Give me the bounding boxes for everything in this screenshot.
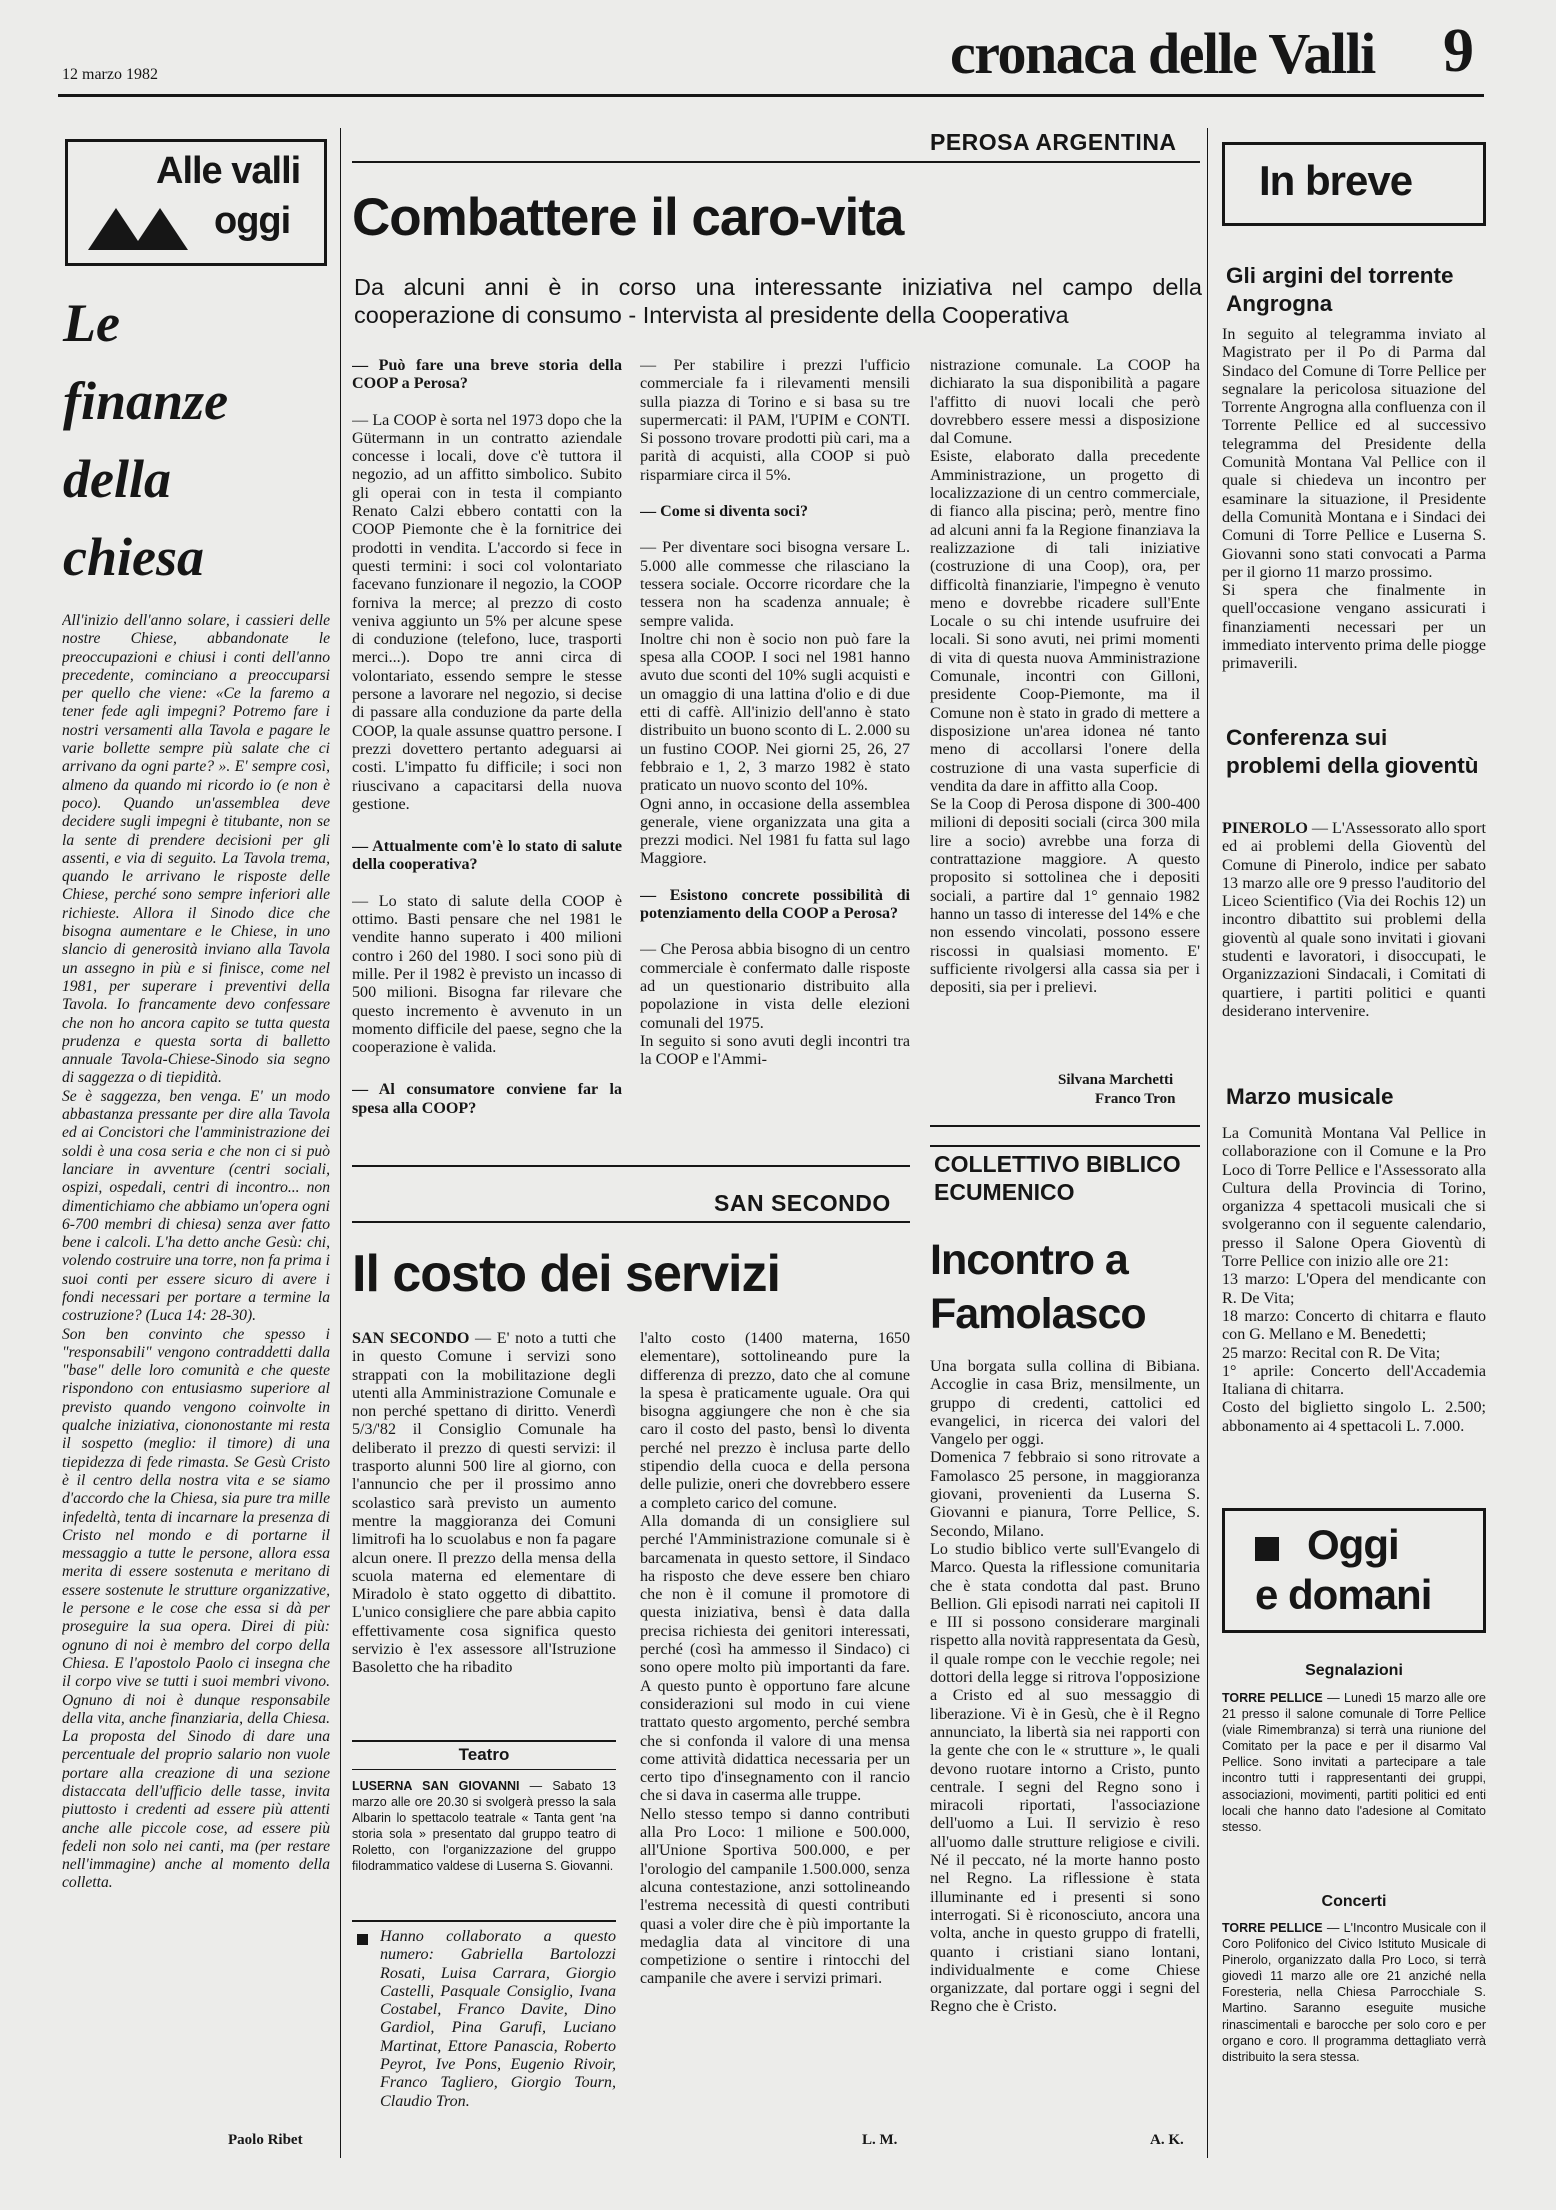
segnalazioni-body xyxy=(1222,1690,1486,1850)
perosa-subhead: Da alcuni anni è in corso una interessante iniziativa nel campo della cooperazione di consumo - Intervista al presidente della Cooperativa xyxy=(354,274,1202,328)
teatro-title: Teatro xyxy=(458,1745,510,1764)
perosa-section-label: PEROSA ARGENTINA xyxy=(930,129,1177,155)
marzo-musicale-body: La Comunità Montana Val Pellice in collaborazione con il Comune e la Pro Loco di Torre Pellice e l'Assessorato alla Cultura della Provincia di Torino, organizza 4 spettacoli musicali che si svolgeranno con il seguente calendario, presso il Salone Opera Gioventù di Torre Pellice con inizio alle ore 21: 13 marzo: L'Opera del mendicante con R. De Vita; 18 marzo: Concerto di chitarra e flauto con G. Mellano e M. Benedetti; 25 marzo: Recital con R. De Vita; 1° aprile: Concerto dell'Accademia Italiana di chitarra. Costo del biglietto singolo L. 2.500; abbonamento ai 4 spettacoli L. 7.000. xyxy=(1222,1125,1486,1435)
column-rule-right xyxy=(1207,128,1208,2158)
argini-body: In seguito al telegramma inviato al Magistrato per il Po di Parma dal Sindaco del Comune di Torre Pellice per segnalare la pericolosa situazione del Torrente Angrogna alla confluenza con il Torrente Pellice ed al successivo telegramma del Presidente della Comunità Montana Val Pellice con il quale si chiedeva un incontro per esaminare la situazione, il Presidente della Comunità Montana e i Sindaci dei Comuni di Torre Pellice e Luserna S. Giovanni sono stati convocati a Parma per il giorno 11 marzo prossimo. Si spera che finalmente in quell'occasione vengano assicurati i finanziamenti necessari per un immediato intervento prima delle piogge primaverili. xyxy=(1222,326,1486,673)
perosa-question-1: — Può fare una breve storia della COOP a Perosa? xyxy=(352,357,622,393)
perosa-answer-4: — Per diventare soci bisogna versare L. 5.000 alle commesse che rilasciano la tessera sociale. Occorre ricordare che la tessera non ha scadenza annuale; è sempre valida. Inoltre chi non è socio non può fare la spesa alla COOP. I soci nel 1981 hanno avuto due sconti del 10% sugli acquisti e un omaggio di una lattina d'olio e di due etti di caffè. All'inizio dell'anno è stato distribuito un buono sconto di L. 2.000 su un fustino COOP. Nei giorni 25, 26, 27 febbraio e 1, 2, 3 marzo 1982 è stato praticato un nuovo sconto del 10%. Ogni anno, in occasione della assemblea generale, viene organizzata una gita a prezzi modici. Nel 1981 fu fatta sul lago Maggiore. xyxy=(640,539,910,868)
perosa-answer-1: — La COOP è sorta nel 1973 dopo che la Gütermann in un contratto aziendale concesse i locali, dove c'è tuttora il negozio, ad un affitto simbolico. Subito gli operai con in testa il compianto Renato Calzi ebbero contatti con la COOP Piemonte che è la fornitrice dei prodotti in vendita. L'accordo si fece in questi termini: i soci col volontariato facevano funzionare il negozio, la COOP forniva la merce; al prezzo di costo veniva aggiunto un 5% per alcune spese di conduzione (telefono, luce, trasporti merci...). Dopo tre anni circa di volontariato, essendo sempre le stesse persone a lavorare nel negozio, si decise di passare alla conduzione da parte della COOP, la quale assunse quattro persone. I prezzi dovettero pertanto adeguarsi ai costi. L'impatto fu difficile; i soci non riuscivano a capacitarsi della nuova gestione. xyxy=(352,411,622,813)
perosa-col2 xyxy=(640,357,910,1147)
famolasco-headline-2: Famolasco xyxy=(930,1290,1146,1338)
newspaper-title: cronaca delle Valli xyxy=(950,21,1375,86)
famolasco-body: Una borgata sulla collina di Bibiana. Accoglie in casa Briz, mensilmente, un gruppo di credenti, cattolici ed evangelici, in ricerca dei valori del Vangelo per oggi. Domenica 7 febbraio si sono ritrovate a Famolasco 25 persone, in maggioranza giovani, provenienti da Luserna S. Giovanni e pianura, Torre Pellice, S. Secondo, Milano. Lo studio biblico verte sull'Evangelo di Marco. Questa la riflessione comunitaria che è stata condotta dal past. Bruno Bellion. Gli episodi narrati nei capitoli II e III si possono considerare marginali rispetto alla novità rappresentata da Gesù, il quale rompe con le vecchie regole; nei dottori della legge si ritrova l'opposizione a Cristo ed al suo messaggio di liberazione. Vi è in Gesù, che è il Regno annunciato, la libertà sia nei rapporti con la gente che con le « strutture », le quali devono ruotare intorno a Cristo, punto centrale. I segni del Regno sono i miracoli riportati, l'associazione dell'uomo a Lui. Il servizio è reso all'uomo dalle strutture religiose e civili. Né il peccato, né la morte hanno posto nel Regno. La riflessione è stata illuminante ed i presenti si sono interrogati. Si è riconosciuto, ancora una volta, anche in questo gruppo di fratelli, quanto i cristiani siano lontani, individualmente e come Chiese organizzate, dal portare oggi i segni del Regno che è Cristo. xyxy=(930,1358,1200,2016)
column-rule-left xyxy=(340,128,341,2158)
perosa-bottom-rule xyxy=(352,1165,910,1167)
san-secondo-place: SAN SECONDO xyxy=(352,1330,470,1347)
teatro-place: LUSERNA SAN GIOVANNI xyxy=(352,1779,520,1793)
teatro-text: — Sabato 13 marzo alle ore 20.30 si svolgerà presso la sala Albarin lo spettacolo teatrale « Tanta gent 'na storia sola » presentato dal gruppo teatro di Roletto, con l'organizzazione del gruppo filodrammatico valdese di Luserna S. Giovanni. xyxy=(352,1779,616,1874)
finanze-body: All'inizio dell'anno solare, i cassieri delle nostre Chiese, abbandonate le preoccupazioni e chiusi i conti dell'anno precedente, cominciano a preoccuparsi per quello che viene: «Ce la faremo a tener fede agli impegni? Potremo fare i nostri versamenti alla Tavola e pagare le varie bollette sempre più salate che ci arrivano da ogni parte? ». E' sempre così, almeno da quando mi ricordo io (e non è poco). Quando un'assemblea deve decidere sugli impegni è titubante, non se la sente di prendere decisioni per gli assenti, e via di seguito. La Tavola trema, quando le arrivano le risposte delle Chiese, perché sono sempre inferiori alle richieste. Allora il Sinodo dice che bisogna aumentare e le Chiese, in uno slancio di generosità inviano alla Tavola un assegno in più e si finisce, come nel 1981, per superare i preventivi della Tavola. Io francamente devo confessare che non ho ancora capito se tutta questa prudenza e questa sorta di balletto annuale Tavola-Chiese-Sinodo sia segno di saggezza o di tiepidità. Se è saggezza, ben venga. E' un modo abbastanza pressante per dire alla Tavola ed ai Concistori che l'amministrazione dei soldi è una cosa seria e che non ci si può lanciare in avventure (centri sociali, ospizi, ospedali, centri di incontro... non dimentichiamo che abbiamo un'opera ogni 6-700 membri di chiesa) senza aver fatto bene i calcoli. L'ha detto anche Gesù: chi, volendo costruire una torre, non fa prima i suoi conti per essere sicuro di avere i fondi necessari per portare a termine la costruzione? (Luca 14: 28-30). Son ben convinto che spesso i "responsabili" vengono contraddetti dalla "base" delle loro comunità e che queste rispondono con entusiasmo superiore al previsto quando vengono coinvolte in qualche iniziativa, ciononostante mi resta il sospetto (meglio: il timore) di una tiepidezza di fede rimasta. Se Gesù Cristo è il centro della nostra vita e se siamo d'accordo che la Chiesa, sia pure tra mille infedeltà, tenta di incarnare la presenza di Cristo nel mondo e di portarne il messaggio a tutte le persone, allora essa merita di essere sostenuta e meritano di essere sostenute le strutture organizzative, le persone e le cose che essa si dà per proseguire la sua opera. Direi di più: ognuno di noi è membro del corpo della Chiesa. E l'apostolo Paolo ci insegna che il corpo vive se tutti i suoi membri vivono. Ognuno di noi è dunque responsabile della vita, anche finanziaria, della Chiesa. La proposta del Sinodo di dare una percentuale del proprio salario non vuole portare alla creazione di una sezione distaccata dell'ufficio delle tasse, invita piuttosto i credenti ad essere più attenti anche alle piccole cose, ad essere più fedeli non solo nei canti, ma (per restare nell'immagine) anche al momento della colletta. xyxy=(62,612,330,1892)
in-breve-box xyxy=(1222,142,1486,226)
perosa-question-5: — Esistono concrete possibilità di potenziamento della COOP a Perosa? xyxy=(640,886,910,923)
oggi-domani-title-2: e domani xyxy=(1255,1571,1432,1618)
concerti-title: Concerti xyxy=(1321,1893,1387,1910)
teatro-bottom-rule xyxy=(352,1920,616,1922)
perosa-answer-3: — Per stabilire i prezzi l'ufficio commerciale fa i rilevamenti mensili sulla piazza di Torino e si basa su tre supermercati: il PAM, l'UPIM e CONTI. Si possono trovare prodotti più cari, ma a parità di acquisti, alla COOP si può risparmiare circa il 5%. xyxy=(640,357,910,484)
perosa-col1 xyxy=(352,357,622,1147)
conferenza-place: PINEROLO xyxy=(1222,820,1308,837)
collaboratori-bullet-icon xyxy=(357,1934,368,1945)
mountains-icon xyxy=(88,202,198,252)
finanze-author: Paolo Ribet xyxy=(228,2132,303,2148)
san-secondo-col1 xyxy=(352,1330,616,1740)
conferenza-body xyxy=(1222,820,1486,1060)
collaboratori-body: Hanno collaborato a questo numero: Gabriella Bartolozzi Rosati, Luisa Carrara, Giorgio Castelli, Pasquale Consiglio, Ivana Costabel, Franco Davite, Dino Gardiol, Pina Garufi, Luciano Martinat, Ettore Panascia, Roberto Peyrot, Ive Pons, Eugenio Rivoir, Franco Tagliero, Giorgio Tourn, Claudio Tron. xyxy=(380,1928,616,2110)
teatro-body xyxy=(352,1778,616,1918)
finanze-title-3: della xyxy=(63,449,171,509)
oggi-label: oggi xyxy=(214,200,291,242)
perosa-answer-5: — Che Perosa abbia bisogno di un centro commerciale è confermato dalle risposte ad un questionario distribuito alla popolazione in vista delle elezioni comunali del 1975. In seguito si sono avuti degli incontri tra la COOP e l'Ammi- xyxy=(640,941,910,1069)
concerti-text: — L'Incontro Musicale con il Coro Polifonico del Civico Istituto Musicale di Pinerolo, organizzato dalla Pro Loco, si terrà giovedì 11 marzo alle ore 21 anziché nella Foresteria, nella Chiesa Parrocchiale S. Martino. Saranno eseguite musiche rinascimentali e barocche per solo coro e per organo e coro. Il programma dettagliato verrà distribuito la sera stessa. xyxy=(1222,1921,1486,2064)
masthead-rule xyxy=(58,94,1484,97)
famolasco-top-rule xyxy=(930,1145,1200,1147)
san-secondo-col1-text: — E' noto a tutti che in questo Comune i servizi sono strappati con la mobilitazione degli utenti alla Amministrazione Comunale e non perché spettano di diritto. Venerdì 5/3/'82 il Consiglio Comunale ha deliberato il prezzo di questi servizi: il trasporto alunni 500 lire al giorno, con l'annuncio che per il prossimo anno scolastico sarà previsto un aumento mentre la maggioranza dei Comuni limitrofi ha lo scuolabus e non fa pagare alcun onere. Il prezzo della mensa della scuola materna ed elementare di Miradolo è stato oggetto di dibattito. L'unico consigliere che pare abbia capito effettivamente cosa significa questo servizio è l'ex assessore all'Istruzione Basoletto che ha ribadito xyxy=(352,1330,616,1677)
perosa-question-3: — Al consumatore conviene far la spesa alla COOP? xyxy=(352,1081,622,1117)
perosa-question-2: — Attualmente com'è lo stato di salute della cooperativa? xyxy=(352,838,622,874)
oggi-domani-square-icon xyxy=(1255,1537,1279,1561)
alle-valli-box xyxy=(65,139,327,266)
perosa-author-1: Silvana Marchetti xyxy=(1058,1072,1174,1088)
finanze-title-4: chiesa xyxy=(63,527,204,587)
segnalazioni-title: Segnalazioni xyxy=(1305,1662,1403,1679)
segnalazioni-text: — Lunedì 15 marzo alle ore 21 presso il salone comunale di Torre Pellice (viale Rimembranza) si terrà una riunione del Comitato per la pace e per il disarmo Val Pellice. Sono invitati a partecipare a tale incontro tutti i rappresentanti dei gruppi, associazioni, movimenti, partiti politici ed enti locali che hanno dato l'adesione al Comitato stesso. xyxy=(1222,1691,1486,1834)
marzo-musicale-title: Marzo musicale xyxy=(1226,1084,1394,1109)
san-secondo-col2: l'alto costo (1400 materna, 1650 elementare), sottolineando pure la differenza di prezzo, dato che al comune la spesa è praticamente uguale. Ora qui bisogna aggiungere che non è che sia caro il costo del pasto, bensì lo diventa perché nel prezzo è inclusa parte dello stipendio della cuoca e della persona delle pulizie, oneri che dovrebbero essere a completo carico del comune. Alla domanda di un consigliere sul perché l'Amministrazione comunale si è barcamenata in questo settore, il Sindaco ha risposto che deve essere ben chiaro che non è il comune il promotore di questa iniziativa, bensì è data dalla precisa richiesta dei genitori interessati, perché (così ha ammesso il Sindaco) ci sono opere molto più importanti da fare. A questo punto è opportuno fare alcune considerazioni sul modo in cui viene trattato questo argomento, perché sembra che si confonda il valore di una mensa come attività didattica necessaria per un certo tipo d'insegnamento con il rancio che si dava in caserma alle truppe. Nello stesso tempo si danno contributi alla Pro Loco: 1 milione e 500.000, all'Unione Sportiva 500.000, e per l'orologio del campanile 1.500.000, senza alcuna contestazione, anzi sottolineando l'estrema necessità di questi contributi quasi a voler dire che è più importante la medaglia data al vincitore di una competizione o sentire i rintocchi del campanile che avere i servizi primari. xyxy=(640,1330,910,1988)
perosa-author-2: Franco Tron xyxy=(1095,1091,1176,1107)
conferenza-text: — L'Assessorato allo sport ed ai problemi della Gioventù del Comune di Pinerolo, indice per sabato 13 marzo alle ore 9 presso l'auditorio del Liceo Scientifico (Via dei Rochis 12) un incontro dibattito sui problemi della gioventù al quale sono invitati i giovani studenti e lavoratori, i disoccupati, le Organizzazioni Sindacali, i Comitati di quartiere, i partiti politici e quanti desiderano intervenire. xyxy=(1222,820,1486,1020)
perosa-headline: Combattere il caro-vita xyxy=(352,188,904,247)
in-breve-title: In breve xyxy=(1259,157,1413,204)
teatro-rule xyxy=(352,1769,616,1770)
finanze-title-2: finanze xyxy=(63,371,229,431)
conferenza-title: Conferenza sui problemi della gioventù xyxy=(1226,725,1479,778)
finanze-title-1: Le xyxy=(63,293,120,353)
san-secondo-section-label: SAN SECONDO xyxy=(714,1190,891,1216)
san-secondo-author: L. M. xyxy=(862,2132,898,2148)
famolasco-headline-1: Incontro a xyxy=(930,1236,1128,1284)
page-date: 12 marzo 1982 xyxy=(62,66,158,83)
perosa-question-4: — Come si diventa soci? xyxy=(640,503,809,521)
perosa-col3: nistrazione comunale. La COOP ha dichiarato la sua disponibilità a pagare l'affitto di nuovi locali che però dovrebbero essere messi a disposizione dal Comune. Esiste, elaborato dalla precedente Amministrazione, un progetto di localizzazione di un centro commerciale, di fianco alla piscina; però, mentre fino ad alcuni anni fa la Regione finanziava la realizzazione di tali iniziative (costruzione di una Coop), ora, per difficoltà finanziarie, l'impegno è venuto meno e dovrebbe ricadere sull'Ente Locale o su chi intende usufruire dei locali. Si sono avuti, nei primi momenti di vita di questa nuova Amministrazione Comunale, incontri con Gilloni, presidente Coop-Piemonte, ma il Comune non è stato in grado di mettere a disposizione un'area idonea né tanto meno di accollarsi l'onere della costruzione di una vasta superficie di vendita da dare in affitto alla Coop. Se la Coop di Perosa dispone di 300-400 milioni di depositi sociali (circa 300 mila lire a socio) avrebbe una forza di contrattazione maggiore. A questo proposito si sottolinea che i depositi sociali, a partire dal 1° gennaio 1982 hanno un tasso di interesse del 14% e che non essendo vincolati, possono essere riscossi in qualsiasi momento. E' sufficiente rivolgersi alla cassa sia per i depositi, sia per i prelievi. xyxy=(930,357,1200,997)
perosa-top-rule xyxy=(352,161,1200,163)
oggi-domani-box xyxy=(1222,1508,1486,1633)
perosa-answer-2: — Lo stato di salute della COOP è ottimo. Basti pensare che nel 1981 le vendite hanno superato i 400 milioni contro i 260 del 1980. I soci sono più di mille. Per il 1982 è previsto un incasso di 500 milioni. Bisogna far rilevare che questo incremento è avvenuto in un momento difficile del paese, segno che la cooperazione è valida. xyxy=(352,892,622,1057)
perosa-bottom-rule-2 xyxy=(930,1125,1200,1127)
oggi-domani-title-1: Oggi xyxy=(1307,1521,1399,1568)
famolasco-section-label: COLLETTIVO BIBLICO ECUMENICO xyxy=(934,1151,1181,1205)
san-secondo-headline: Il costo dei servizi xyxy=(352,1245,780,1303)
argini-title: Gli argini del torrente Angrogna xyxy=(1226,263,1454,316)
page-number: 9 xyxy=(1443,17,1474,85)
concerti-body xyxy=(1222,1920,1486,2100)
concerti-place: TORRE PELLICE xyxy=(1222,1921,1323,1935)
segnalazioni-place: TORRE PELLICE xyxy=(1222,1691,1323,1705)
san-secondo-rule xyxy=(352,1221,910,1223)
alle-valli-label: Alle valli xyxy=(156,150,301,192)
famolasco-author: A. K. xyxy=(1150,2132,1184,2148)
